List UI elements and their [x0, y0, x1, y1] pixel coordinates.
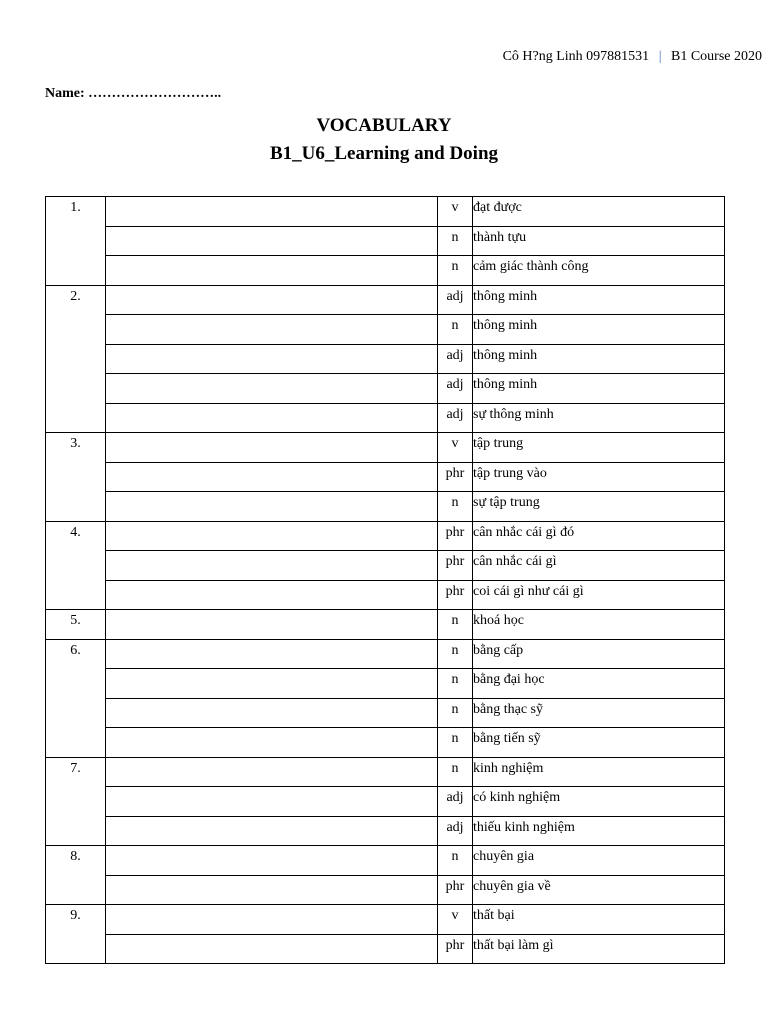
part-of-speech: n	[438, 610, 473, 640]
vocabulary-table-body	[46, 197, 725, 964]
teacher-contact: Cô H?ng Linh 097881531	[502, 49, 650, 64]
course-name: B1 Course 2020	[671, 49, 762, 64]
table-row	[46, 551, 725, 581]
part-of-speech: n	[438, 846, 473, 876]
item-number: 7.	[46, 757, 106, 846]
table-row	[46, 580, 725, 610]
meaning: cân nhắc cái gì đó	[473, 521, 725, 551]
word-blank-cell[interactable]	[106, 787, 438, 817]
meaning: có kinh nghiệm	[473, 787, 725, 817]
item-number: 4.	[46, 521, 106, 610]
item-number: 8.	[46, 846, 106, 905]
meaning: sự tập trung	[473, 492, 725, 522]
word-blank-cell[interactable]	[106, 462, 438, 492]
word-blank-cell[interactable]	[106, 315, 438, 345]
part-of-speech: v	[438, 197, 473, 227]
meaning: bằng tiến sỹ	[473, 728, 725, 758]
item-number: 6.	[46, 639, 106, 757]
meaning: kinh nghiệm	[473, 757, 725, 787]
meaning: thiếu kinh nghiệm	[473, 816, 725, 846]
page-header	[0, 47, 762, 67]
part-of-speech: v	[438, 905, 473, 935]
part-of-speech: adj	[438, 374, 473, 404]
table-row	[46, 521, 725, 551]
table-row	[46, 285, 725, 315]
word-blank-cell[interactable]	[106, 226, 438, 256]
meaning: thất bại	[473, 905, 725, 935]
table-row	[46, 846, 725, 876]
word-blank-cell[interactable]	[106, 256, 438, 286]
part-of-speech: phr	[438, 551, 473, 581]
part-of-speech: v	[438, 433, 473, 463]
meaning: thông minh	[473, 315, 725, 345]
word-blank-cell[interactable]	[106, 934, 438, 964]
word-blank-cell[interactable]	[106, 285, 438, 315]
part-of-speech: adj	[438, 816, 473, 846]
word-blank-cell[interactable]	[106, 403, 438, 433]
meaning: bằng thạc sỹ	[473, 698, 725, 728]
part-of-speech: phr	[438, 875, 473, 905]
meaning: thông minh	[473, 344, 725, 374]
meaning: cảm giác thành công	[473, 256, 725, 286]
meaning: tập trung	[473, 433, 725, 463]
table-row	[46, 934, 725, 964]
word-blank-cell[interactable]	[106, 433, 438, 463]
table-row	[46, 905, 725, 935]
name-field-label: Name: ………………………..	[45, 86, 222, 101]
word-blank-cell[interactable]	[106, 551, 438, 581]
part-of-speech: n	[438, 669, 473, 699]
word-blank-cell[interactable]	[106, 610, 438, 640]
word-blank-cell[interactable]	[106, 728, 438, 758]
meaning: thông minh	[473, 374, 725, 404]
word-blank-cell[interactable]	[106, 905, 438, 935]
item-number: 2.	[46, 285, 106, 433]
part-of-speech: adj	[438, 285, 473, 315]
table-row	[46, 639, 725, 669]
table-row	[46, 728, 725, 758]
part-of-speech: n	[438, 639, 473, 669]
part-of-speech: n	[438, 757, 473, 787]
meaning: cân nhắc cái gì	[473, 551, 725, 581]
table-row	[46, 197, 725, 227]
word-blank-cell[interactable]	[106, 639, 438, 669]
meaning: khoá học	[473, 610, 725, 640]
item-number: 9.	[46, 905, 106, 964]
part-of-speech: n	[438, 698, 473, 728]
word-blank-cell[interactable]	[106, 580, 438, 610]
table-row	[46, 610, 725, 640]
part-of-speech: phr	[438, 580, 473, 610]
page-title: VOCABULARY	[316, 115, 452, 136]
table-row	[46, 256, 725, 286]
word-blank-cell[interactable]	[106, 521, 438, 551]
header-separator: |	[658, 49, 662, 64]
table-row	[46, 757, 725, 787]
word-blank-cell[interactable]	[106, 197, 438, 227]
part-of-speech: phr	[438, 462, 473, 492]
item-number: 1.	[46, 197, 106, 286]
table-row	[46, 226, 725, 256]
part-of-speech: adj	[438, 344, 473, 374]
table-row	[46, 492, 725, 522]
word-blank-cell[interactable]	[106, 492, 438, 522]
word-blank-cell[interactable]	[106, 816, 438, 846]
part-of-speech: n	[438, 256, 473, 286]
table-row	[46, 433, 725, 463]
table-row	[46, 462, 725, 492]
word-blank-cell[interactable]	[106, 698, 438, 728]
meaning: chuyên gia	[473, 846, 725, 876]
part-of-speech: adj	[438, 787, 473, 817]
table-row	[46, 344, 725, 374]
meaning: tập trung vào	[473, 462, 725, 492]
part-of-speech: n	[438, 226, 473, 256]
meaning: thất bại làm gì	[473, 934, 725, 964]
part-of-speech: phr	[438, 521, 473, 551]
meaning: thành tựu	[473, 226, 725, 256]
vocabulary-table	[45, 196, 725, 964]
word-blank-cell[interactable]	[106, 846, 438, 876]
item-number: 5.	[46, 610, 106, 640]
meaning: bằng đại học	[473, 669, 725, 699]
meaning: bằng cấp	[473, 639, 725, 669]
part-of-speech: n	[438, 492, 473, 522]
item-number: 3.	[46, 433, 106, 522]
word-blank-cell[interactable]	[106, 757, 438, 787]
table-row	[46, 875, 725, 905]
table-row	[46, 374, 725, 404]
table-row	[46, 816, 725, 846]
meaning: chuyên gia về	[473, 875, 725, 905]
word-blank-cell[interactable]	[106, 374, 438, 404]
word-blank-cell[interactable]	[106, 344, 438, 374]
part-of-speech: phr	[438, 934, 473, 964]
word-blank-cell[interactable]	[106, 875, 438, 905]
table-row	[46, 698, 725, 728]
part-of-speech: n	[438, 315, 473, 345]
meaning: coi cái gì như cái gì	[473, 580, 725, 610]
table-row	[46, 315, 725, 345]
table-row	[46, 787, 725, 817]
page-subtitle: B1_U6_Learning and Doing	[269, 143, 499, 164]
part-of-speech: adj	[438, 403, 473, 433]
meaning: đạt được	[473, 197, 725, 227]
word-blank-cell[interactable]	[106, 669, 438, 699]
table-row	[46, 403, 725, 433]
meaning: sự thông minh	[473, 403, 725, 433]
table-row	[46, 669, 725, 699]
meaning: thông minh	[473, 285, 725, 315]
part-of-speech: n	[438, 728, 473, 758]
